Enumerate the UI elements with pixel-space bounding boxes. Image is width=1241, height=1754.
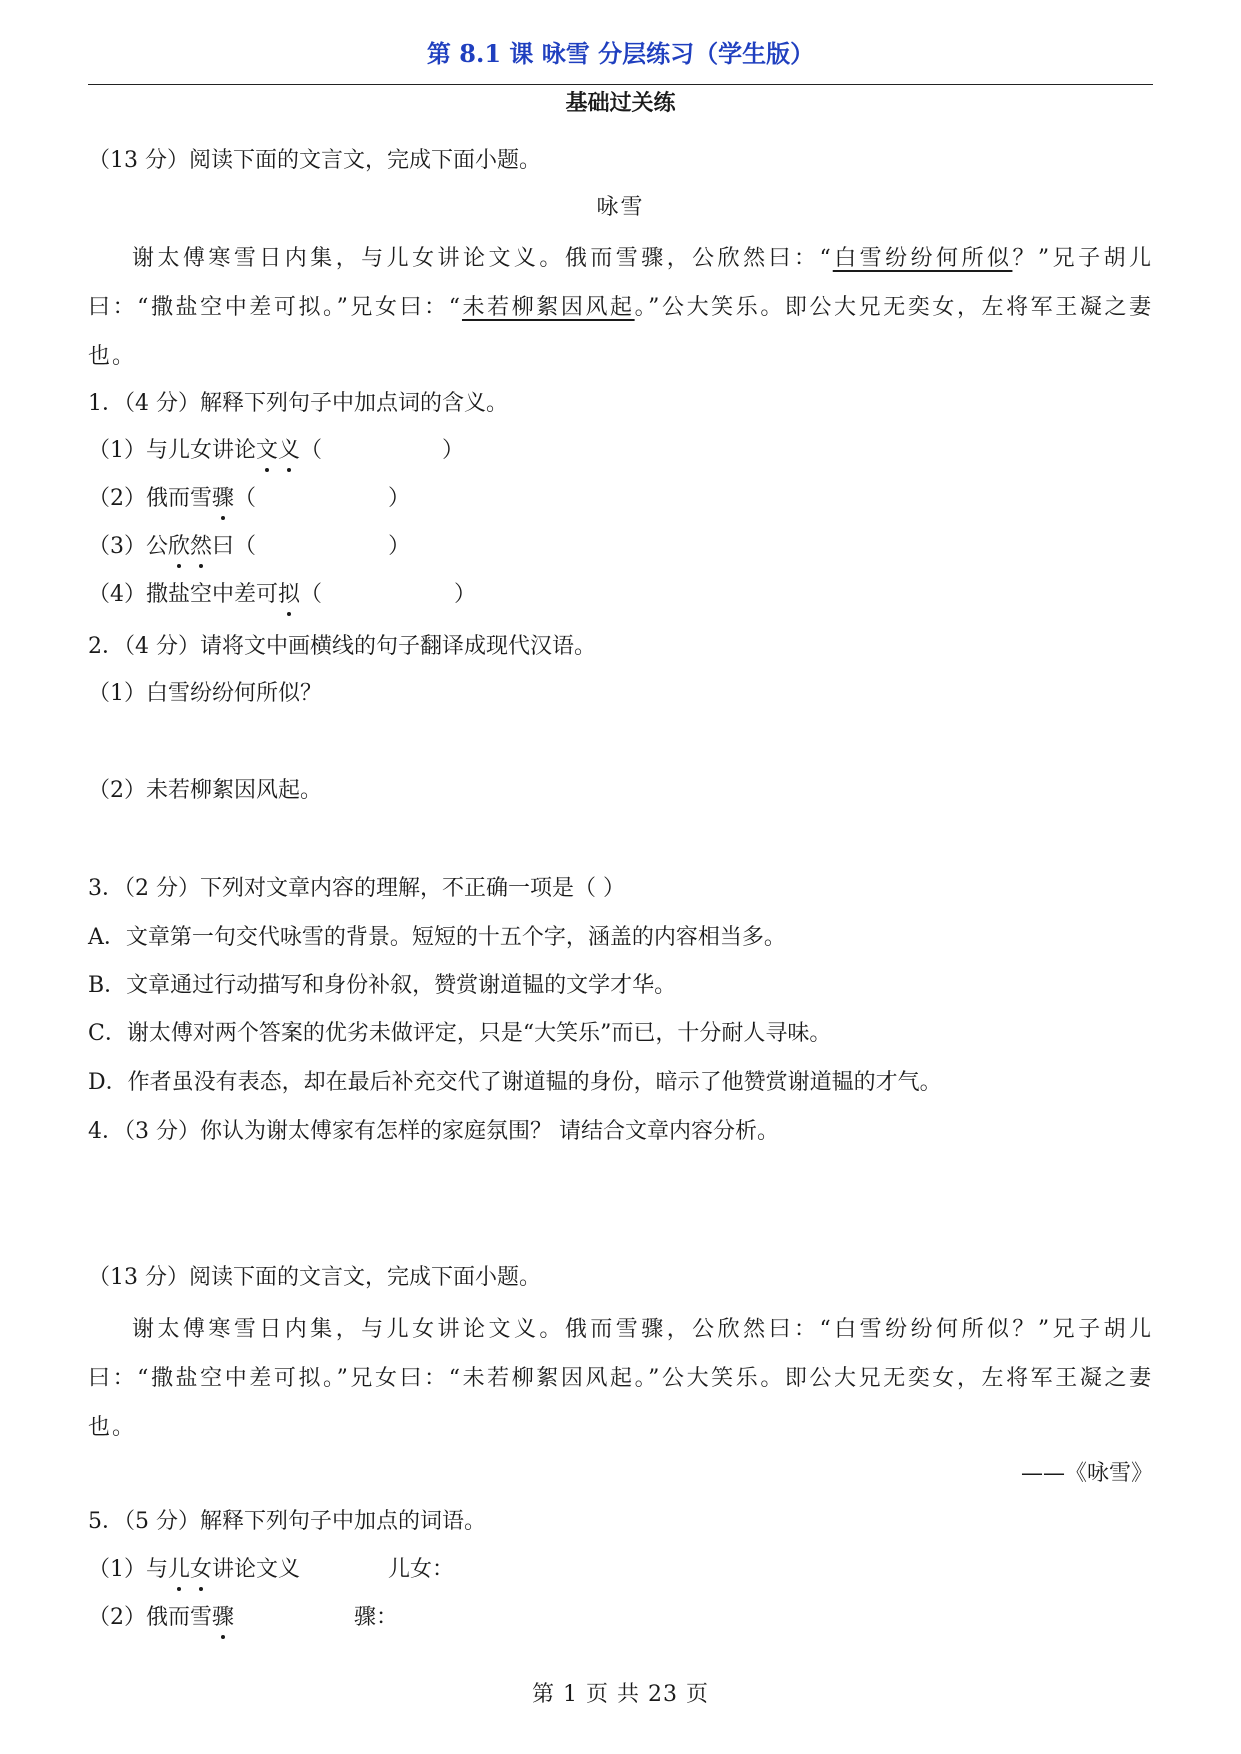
dotted-char: 义 bbox=[278, 436, 300, 466]
question-5-stem: 5．（5 分）解释下列句子中加点的词语。 bbox=[88, 1509, 486, 1534]
dotted-char: 拟 bbox=[278, 580, 300, 610]
passage-text: 。”公大笑乐。即公大兄无奕女，左将军王凝之妻也。 bbox=[88, 295, 1153, 369]
dotted-char: 欣 bbox=[168, 532, 190, 562]
question-1-stem: 1．（4 分）解释下列句子中加点词的含义。 bbox=[88, 391, 508, 416]
question-5-item-1: （1）与儿女讲论文义 儿女： bbox=[88, 1555, 454, 1585]
question-1-item-4: （4）撒盐空中差可拟（ ） bbox=[88, 580, 476, 610]
question-2-item-2: （2）未若柳絮因风起。 bbox=[88, 778, 322, 803]
question-1-item-2: （2）俄而雪骤（ ） bbox=[88, 484, 410, 514]
dotted-char: 骤 bbox=[212, 484, 234, 514]
group1-passage bbox=[88, 234, 1153, 381]
group1-intro: （13 分）阅读下面的文言文，完成下面小题。 bbox=[88, 148, 541, 173]
passage-title: 咏雪 bbox=[596, 195, 645, 220]
dotted-char: 儿 bbox=[168, 1555, 190, 1585]
option-d: D．作者虽没有表态，却在最后补充交代了谢道韫的身份，暗示了他赞赏谢道韫的才气。 bbox=[88, 1070, 942, 1095]
underlined-sentence-2: 未若柳絮因风起 bbox=[461, 295, 635, 320]
group2-intro: （13 分）阅读下面的文言文，完成下面小题。 bbox=[88, 1265, 541, 1290]
answer-label: 儿女： bbox=[388, 1557, 455, 1582]
option-b: B．文章通过行动描写和身份补叙，赞赏谢道韫的文学才华。 bbox=[88, 973, 677, 998]
question-5-item-2: （2）俄而雪骤 骤： bbox=[88, 1603, 398, 1633]
dotted-char: 然 bbox=[190, 532, 212, 562]
passage-text: 谢太傅寒雪日内集，与儿女讲论文义。俄而雪骤，公欣然曰：“ bbox=[132, 246, 833, 271]
option-a: A．文章第一句交代咏雪的背景。短短的十五个字，涵盖的内容相当多。 bbox=[88, 925, 786, 950]
header-divider bbox=[88, 84, 1153, 85]
dotted-char: 文 bbox=[256, 436, 278, 466]
question-1-item-3: （3）公欣然曰（ ） bbox=[88, 532, 410, 562]
section-title: 基础过关练 bbox=[565, 90, 676, 116]
option-c: C．谢太傅对两个答案的优劣未做评定，只是“大笑乐”而已，十分耐人寻味。 bbox=[88, 1021, 832, 1046]
document-header-title: 第 8.1 课 咏雪 分层练习（学生版） bbox=[426, 39, 815, 68]
underlined-sentence-1: 白雪纷纷何所似 bbox=[832, 246, 1013, 271]
question-2-stem: 2．（4 分）请将文中画横线的句子翻译成现代汉语。 bbox=[88, 634, 596, 659]
passage-source: ——《咏雪》 bbox=[1020, 1461, 1153, 1486]
question-4-stem: 4．（3 分）你认为谢太傅家有怎样的家庭氛围？ 请结合文章内容分析。 bbox=[88, 1119, 779, 1144]
dotted-char: 骤 bbox=[212, 1603, 234, 1633]
page-number: 第 1 页 共 23 页 bbox=[532, 1682, 709, 1707]
group2-passage: 谢太傅寒雪日内集，与儿女讲论文义。俄而雪骤，公欣然曰：“白雪纷纷何所似？”兄子胡儿曰：“撒盐空中差可拟。”兄女曰：“未若柳絮因风起。”公大笑乐。即公大兄无奕女，左将军王凝之妻也。 bbox=[88, 1317, 1153, 1440]
question-3-stem: 3．（2 分）下列对文章内容的理解，不正确一项是（ ） bbox=[88, 876, 625, 901]
passage-text: ？”兄子胡儿曰：“撒盐空中差可拟。”兄女曰：“ bbox=[88, 246, 1153, 320]
answer-label: 骤： bbox=[354, 1605, 399, 1630]
question-1-item-1: （1）与儿女讲论文义（ ） bbox=[88, 436, 464, 466]
question-2-item-1: （1）白雪纷纷何所似？ bbox=[88, 681, 322, 706]
dotted-char: 女 bbox=[190, 1555, 212, 1585]
